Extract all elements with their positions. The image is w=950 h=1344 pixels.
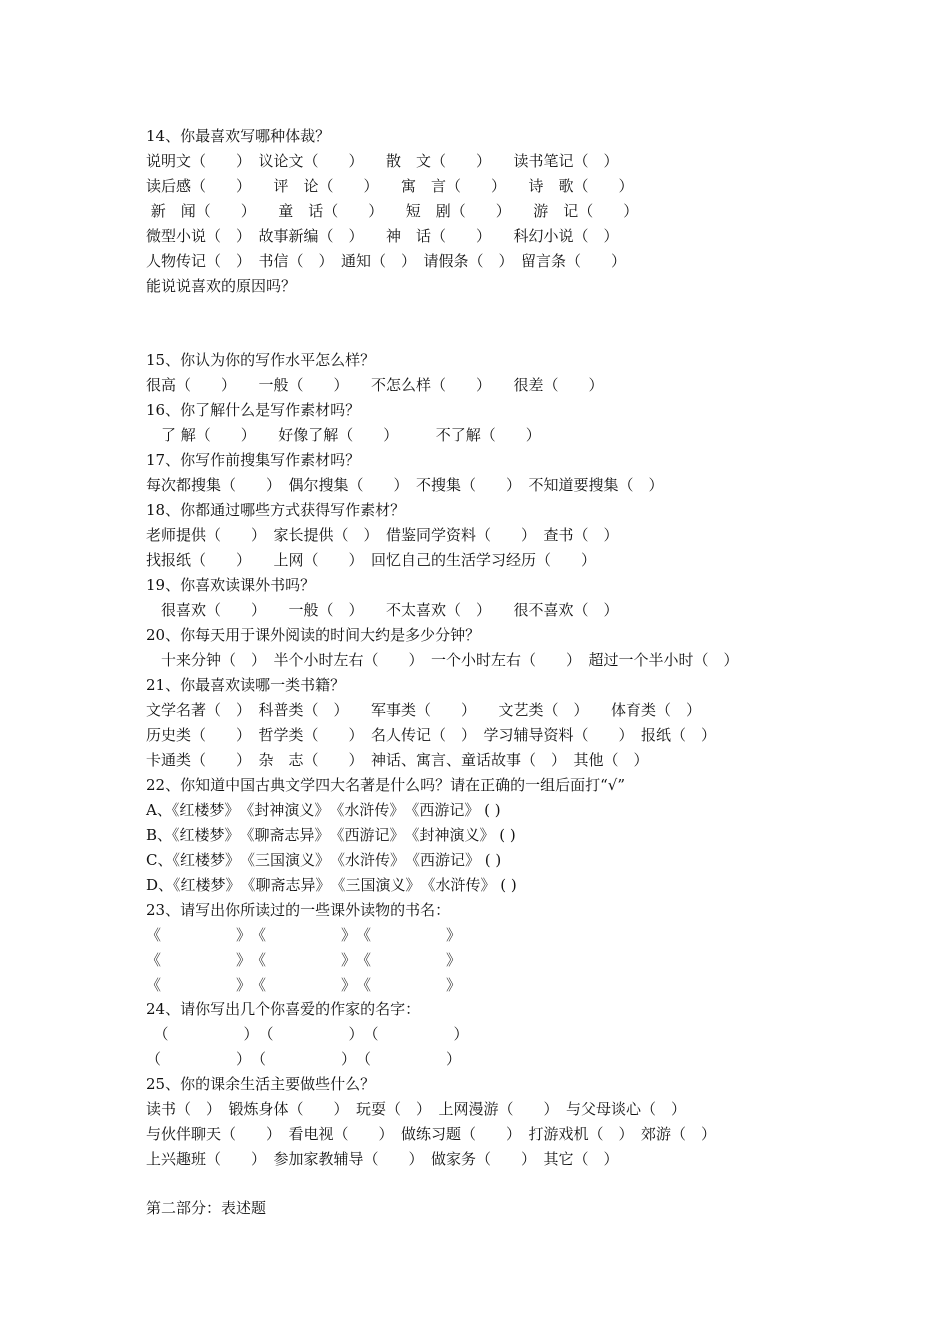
question-19-title: 19、你喜欢读课外书吗？	[146, 576, 316, 594]
options-reading-preference: 很喜欢（ ） 一般（ ） 不太喜欢（ ） 很不喜欢（ ）	[146, 601, 619, 619]
question-25-title: 25、你的课余生活主要做些什么？	[146, 1075, 376, 1093]
book-title-blanks-row-1: 《 》 《 》 《 》	[146, 926, 462, 944]
option-c-classics: C、《红楼梦》 《三国演义》 《水浒传》 《西游记》 ( )	[146, 851, 502, 869]
question-21-title: 21、你最喜欢读哪一类书籍？	[146, 676, 346, 694]
options-material-knowledge: 了 解（ ） 好像了解（ ） 不了解（ ）	[146, 426, 541, 444]
options-leisure-row-1: 读书（ ） 锻炼身体（ ） 玩耍（ ） 上网漫游（ ） 与父母谈心（ ）	[146, 1100, 687, 1118]
option-b-classics: B、《红楼梦》 《聊斋志异》 《西游记》 《封神演义》 ( )	[146, 826, 516, 844]
question-17-title: 17、你写作前搜集写作素材吗？	[146, 451, 361, 469]
question-22-title: 22、你知道中国古典文学四大名著是什么吗？请在正确的一组后面打“√”	[146, 776, 625, 794]
options-genre-row-1: 说明文（ ） 议论文（ ） 散 文（ ） 读书笔记（ ）	[146, 152, 619, 170]
options-book-type-row-3: 卡通类（ ） 杂 志（ ） 神话、寓言、童话故事（ ） 其他（ ）	[146, 751, 649, 769]
question-15-title: 15、你认为你的写作水平怎么样？	[146, 351, 376, 369]
options-book-type-row-2: 历史类（ ） 哲学类（ ） 名人传记（ ） 学习辅导资料（ ） 报纸（ ）	[146, 726, 717, 744]
options-material-source-row-2: 找报纸（ ） 上网（ ） 回忆自己的生活学习经历（ ）	[146, 551, 597, 569]
options-material-collect: 每次都搜集（ ） 偶尔搜集（ ） 不搜集（ ） 不知道要搜集（ ）	[146, 476, 664, 494]
options-leisure-row-2: 与伙伴聊天（ ） 看电视（ ） 做练习题（ ） 打游戏机（ ） 郊游（ ）	[146, 1125, 717, 1143]
question-23-title: 23、请写出你所读过的一些课外读物的书名：	[146, 901, 451, 919]
question-24-title: 24、请你写出几个你喜爱的作家的名字：	[146, 1000, 421, 1018]
question-16-title: 16、你了解什么是写作素材吗？	[146, 401, 361, 419]
book-title-blanks-row-3: 《 》 《 》 《 》	[146, 976, 462, 994]
options-genre-row-4: 微型小说（ ） 故事新编（ ） 神 话（ ） 科幻小说（ ）	[146, 227, 619, 245]
question-14-title: 14、你最喜欢写哪种体裁？	[146, 127, 331, 145]
option-a-classics: A、《红楼梦》 《封神演义》 《水浒传》 《西游记》 ( )	[146, 801, 501, 819]
options-reading-time: 十来分钟（ ） 半个小时左右（ ） 一个小时左右（ ） 超过一个半小时（ ）	[146, 651, 739, 669]
options-leisure-row-3: 上兴趣班（ ） 参加家教辅导（ ） 做家务（ ） 其它（ ）	[146, 1150, 619, 1168]
book-title-blanks-row-2: 《 》 《 》 《 》	[146, 951, 462, 969]
options-genre-row-5: 人物传记（ ） 书信（ ） 通知（ ） 请假条（ ） 留言条（ ）	[146, 252, 627, 270]
options-genre-row-2: 读后感（ ） 评 论（ ） 寓 言（ ） 诗 歌（ ）	[146, 177, 634, 195]
author-name-blanks-row-1: （ ） （ ） （ ）	[146, 1025, 469, 1043]
options-material-source-row-1: 老师提供（ ） 家长提供（ ） 借鉴同学资料（ ） 查书（ ）	[146, 526, 619, 544]
options-genre-row-3: 新 闻（ ） 童 话（ ） 短 剧（ ） 游 记（ ）	[146, 202, 639, 220]
options-writing-level: 很高（ ） 一般（ ） 不怎么样（ ） 很差（ ）	[146, 376, 604, 394]
question-18-title: 18、你都通过哪些方式获得写作素材？	[146, 501, 406, 519]
options-book-type-row-1: 文学名著（ ） 科普类（ ） 军事类（ ） 文艺类（ ） 体育类（ ）	[146, 701, 702, 719]
question-20-title: 20、你每天用于课外阅读的时间大约是多少分钟？	[146, 626, 481, 644]
option-d-classics: D、《红楼梦》 《聊斋志异》 《三国演义》 《水浒传》 ( )	[146, 876, 517, 894]
section-2-heading: 第二部分：表述题	[146, 1199, 267, 1217]
question-14-followup: 能说说喜欢的原因吗？	[146, 277, 297, 295]
author-name-blanks-row-2: （ ） （ ） （ ）	[146, 1050, 462, 1068]
